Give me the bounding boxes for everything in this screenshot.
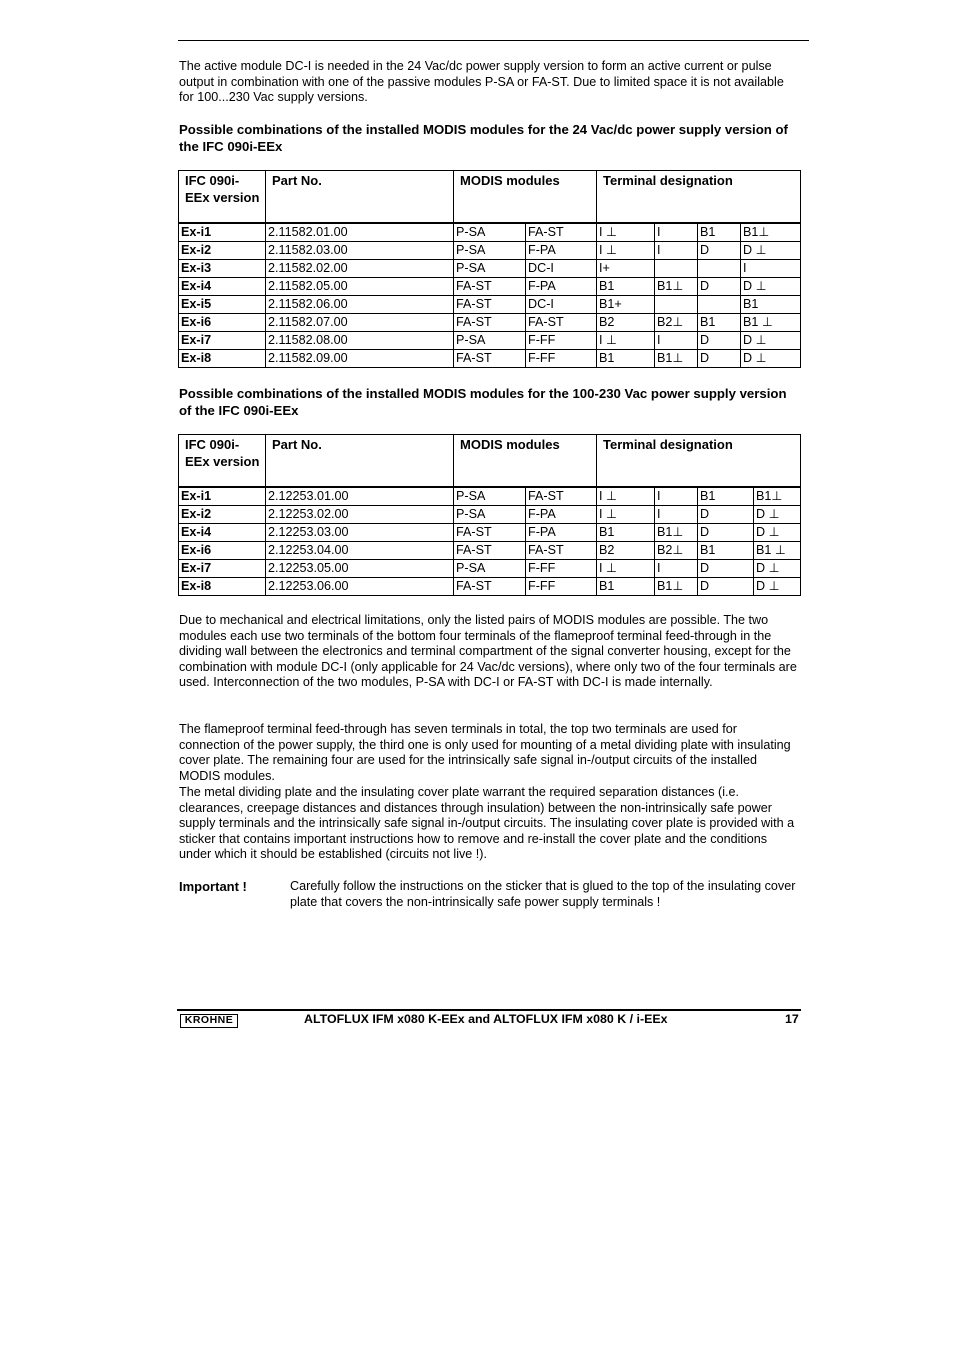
terminal-cell: B2⊥ [655,313,698,331]
module-cell: P-SA [454,505,526,523]
terminal-cell: B1 [698,541,754,559]
terminal-cell: D [698,277,741,295]
module-cell: F-PA [526,241,597,259]
terminal-cell: B1 [698,313,741,331]
header-part-no: Part No. [266,171,454,223]
terminal-cell: B2⊥ [655,541,698,559]
terminal-cell: I+ [597,259,655,277]
table2-heading: Possible combinations of the installed MODIS modules for the 100-230 Vac power supply version of the IFC 090i-EEx [179,386,787,418]
table-row [179,241,801,259]
terminal-cell: D [698,241,741,259]
terminal-cell: B1 [698,223,741,242]
module-cell: FA-ST [454,277,526,295]
terminal-cell: I [655,487,698,506]
table-row [179,277,801,295]
version-cell: Ex-i2 [179,505,266,523]
bottom-rule [177,1009,801,1011]
terminal-cell: D [698,523,754,541]
version-cell: Ex-i7 [179,559,266,577]
version-cell: Ex-i6 [179,313,266,331]
terminal-cell: D [698,331,741,349]
terminal-cell: D ⊥ [754,577,801,595]
version-cell: Ex-i7 [179,331,266,349]
terminal-cell: I ⊥ [597,559,655,577]
table2 [178,434,801,596]
terminal-cell: B1 [597,523,655,541]
header-terminal-designation: Terminal designation [597,171,801,223]
table-row [179,349,801,367]
part-no-cell: 2.11582.09.00 [266,349,454,367]
table-row [179,313,801,331]
table-row [179,259,801,277]
version-cell: Ex-i8 [179,577,266,595]
terminal-cell: B1 [597,577,655,595]
module-cell: FA-ST [454,523,526,541]
part-no-cell: 2.12253.04.00 [266,541,454,559]
table-row [179,295,801,313]
version-cell: Ex-i8 [179,349,266,367]
terminal-cell: D ⊥ [754,559,801,577]
module-cell: P-SA [454,223,526,242]
module-cell: F-FF [526,559,597,577]
important-text: Carefully follow the instructions on the sticker that is glued to the top of the insulating cover plate that covers the non-intrinsically safe power supply terminals ! [290,879,796,909]
terminal-cell: B1⊥ [655,577,698,595]
terminal-cell: I [655,559,698,577]
terminal-cell [698,259,741,277]
terminal-cell: D [698,505,754,523]
terminal-cell: I ⊥ [597,241,655,259]
terminal-cell [655,259,698,277]
module-cell: F-FF [526,349,597,367]
module-cell: FA-ST [526,313,597,331]
module-cell: FA-ST [454,541,526,559]
table1-heading: Possible combinations of the installed MODIS modules for the 24 Vac/dc power supply version of the IFC 090i-EEx [179,122,788,154]
version-cell: Ex-i6 [179,541,266,559]
feedthrough-paragraph: The flameproof terminal feed-through has seven terminals in total, the top two terminals are used for connection of the power supply, the third one is only used for mounting of a metal dividing plate with insulating cover plate. The remaining four are used for the intrinsically safe signal in-/output circuits of the installed MODIS modules. [179,722,791,783]
module-cell: DC-I [526,259,597,277]
module-cell: F-PA [526,505,597,523]
terminal-cell: D ⊥ [741,349,801,367]
part-no-cell: 2.11582.05.00 [266,277,454,295]
table-row [179,331,801,349]
header-version: IFC 090i-EEx version [179,171,266,223]
module-cell: FA-ST [454,349,526,367]
part-no-cell: 2.11582.03.00 [266,241,454,259]
table-row [179,505,801,523]
part-no-cell: 2.11582.07.00 [266,313,454,331]
header-modis-modules: MODIS modules [454,171,597,223]
terminal-cell: B2 [597,313,655,331]
page-number: 17 [785,1012,799,1026]
part-no-cell: 2.11582.01.00 [266,223,454,242]
header-terminal-designation: Terminal designation [597,435,801,487]
module-cell: DC-I [526,295,597,313]
footer-title: ALTOFLUX IFM x080 K-EEx and ALTOFLUX IFM x080 K / i-EEx [304,1012,668,1026]
part-no-cell: 2.12253.02.00 [266,505,454,523]
module-cell: P-SA [454,241,526,259]
terminal-cell: B1⊥ [655,523,698,541]
table1-body [179,223,801,368]
part-no-cell: 2.12253.06.00 [266,577,454,595]
module-cell: FA-ST [454,577,526,595]
part-no-cell: 2.11582.02.00 [266,259,454,277]
terminal-cell: D [698,349,741,367]
mechanical-limitations-paragraph: Due to mechanical and electrical limitations, only the listed pairs of MODIS modules are possible. The two modules each use two terminals of the bottom four terminals of the flameproof terminal feed-through in the dividing wall between the electronics and terminal compartment of the signal converter housing, except for the combination with module DC-I (only applicable for 24 Vac/dc versions), where only two of the four terminals are used. Interconnection of the two modules, P-SA with DC-I or FA-ST with DC-I is made internally. [179,613,797,690]
terminal-cell: D ⊥ [741,241,801,259]
version-cell: Ex-i4 [179,523,266,541]
terminal-cell: D ⊥ [741,277,801,295]
terminal-cell: D ⊥ [754,523,801,541]
part-no-cell: 2.12253.03.00 [266,523,454,541]
module-cell: P-SA [454,487,526,506]
version-cell: Ex-i5 [179,295,266,313]
header-part-no: Part No. [266,435,454,487]
module-cell: P-SA [454,259,526,277]
terminal-cell: I [741,259,801,277]
version-cell: Ex-i1 [179,487,266,506]
module-cell: F-FF [526,331,597,349]
version-cell: Ex-i3 [179,259,266,277]
module-cell: F-PA [526,523,597,541]
terminal-cell: B1+ [597,295,655,313]
terminal-cell: I [655,331,698,349]
terminal-cell: I ⊥ [597,331,655,349]
version-cell: Ex-i2 [179,241,266,259]
terminal-cell: B1 [597,277,655,295]
terminal-cell: B2 [597,541,655,559]
terminal-cell: D ⊥ [741,331,801,349]
terminal-cell: B1 [741,295,801,313]
table1 [178,170,801,368]
terminal-cell [698,295,741,313]
part-no-cell: 2.11582.06.00 [266,295,454,313]
version-cell: Ex-i1 [179,223,266,242]
terminal-cell: I ⊥ [597,487,655,506]
module-cell: F-PA [526,277,597,295]
table-row [179,577,801,595]
table-row [179,559,801,577]
krohne-logo: KROHNE [180,1014,238,1028]
header-modis-modules: MODIS modules [454,435,597,487]
part-no-cell: 2.11582.08.00 [266,331,454,349]
terminal-cell: B1 [698,487,754,506]
table2-body [179,487,801,596]
terminal-cell: B1⊥ [655,277,698,295]
terminal-cell: B1 ⊥ [741,313,801,331]
table-row [179,523,801,541]
table-row [179,223,801,242]
terminal-cell: B1⊥ [741,223,801,242]
module-cell: FA-ST [526,541,597,559]
terminal-cell: D ⊥ [754,505,801,523]
intro-paragraph: The active module DC-I is needed in the 24 Vac/dc power supply version to form an active current or pulse output in combination with one of the passive modules P-SA or FA-ST. Due to limited space it is not available for 100...230 Vac supply versions. [179,59,784,105]
table1-header-row [179,171,801,223]
important-label: Important ! [179,879,247,894]
terminal-cell: D [698,577,754,595]
terminal-cell: I [655,241,698,259]
terminal-cell: I [655,223,698,242]
terminal-cell: I ⊥ [597,505,655,523]
terminal-cell: B1 [597,349,655,367]
module-cell: FA-ST [454,295,526,313]
top-rule [178,40,809,41]
table-row [179,541,801,559]
module-cell: P-SA [454,331,526,349]
module-cell: FA-ST [526,487,597,506]
version-cell: Ex-i4 [179,277,266,295]
module-cell: P-SA [454,559,526,577]
dividing-plate-paragraph: The metal dividing plate and the insulating cover plate warrant the required separation distances (i.e. clearances, creepage distances and distances through insulation) between the non-intrinsically safe power supply terminals and the intrinsically safe signal in-/output circuits. The insulating cover plate is provided with a sticker that contains important instructions how to remove and re-install the cover plate and the conditions under which it should be established (circuits not live !). [179,785,795,862]
terminal-cell: B1⊥ [754,487,801,506]
module-cell: FA-ST [454,313,526,331]
header-version: IFC 090i-EEx version [179,435,266,487]
terminal-cell: I [655,505,698,523]
terminal-cell: B1 ⊥ [754,541,801,559]
terminal-cell: D [698,559,754,577]
table-row [179,487,801,506]
terminal-cell: B1⊥ [655,349,698,367]
terminal-cell [655,295,698,313]
part-no-cell: 2.12253.01.00 [266,487,454,506]
module-cell: F-FF [526,577,597,595]
part-no-cell: 2.12253.05.00 [266,559,454,577]
table2-header-row [179,435,801,487]
terminal-cell: I ⊥ [597,223,655,242]
module-cell: FA-ST [526,223,597,242]
